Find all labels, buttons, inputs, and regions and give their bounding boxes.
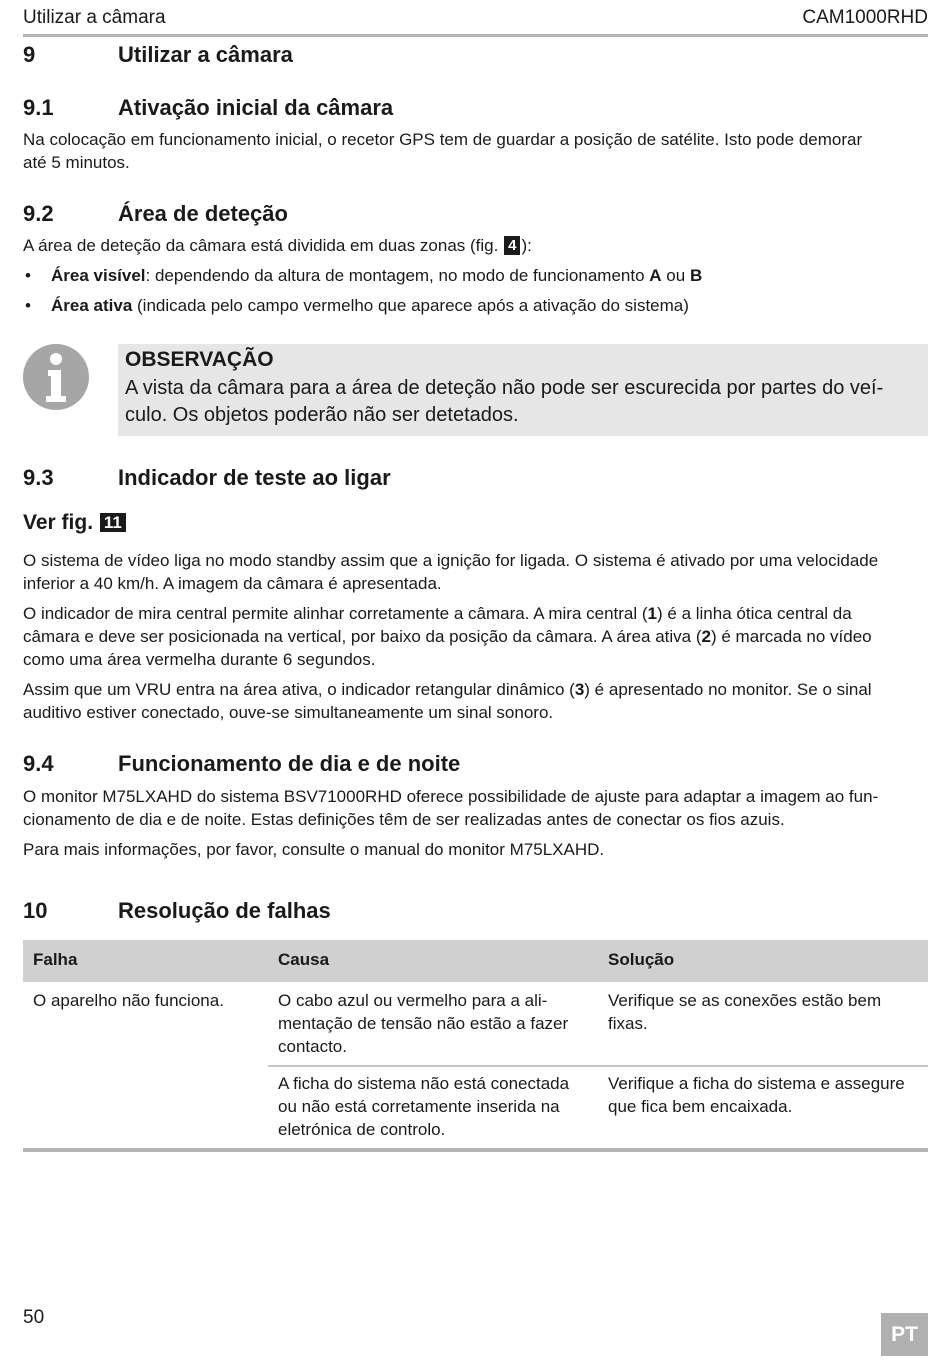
bullet-dot: • xyxy=(25,296,31,315)
paragraph-9-2-intro xyxy=(23,234,928,257)
section-number: 9 xyxy=(23,42,36,67)
table-header-row xyxy=(23,940,928,982)
text-line: Verifique se as conexões estão bem xyxy=(608,991,882,1010)
text: A área de deteção da câmara está dividida em duas zonas (fig. xyxy=(23,236,499,255)
text-line: A ficha do sistema não está conectada xyxy=(278,1074,570,1093)
section-number: 9.2 xyxy=(23,201,54,226)
text: ) é marcada no vídeo xyxy=(710,627,872,646)
section-title: Resolução de falhas xyxy=(118,898,331,923)
mode-a: A xyxy=(649,266,662,285)
text-line: mentação de tensão não estão a fazer xyxy=(278,1014,569,1033)
text-line: culo. Os objetos poderão não ser detetados. xyxy=(125,404,519,426)
text: O indicador de mira central permite alinhar corretamente a câmara. A mira central ( xyxy=(23,604,648,623)
column-header-causa: Causa xyxy=(278,950,330,969)
text-line: como uma área vermelha durante 6 segundos. xyxy=(23,650,376,669)
section-number: 10 xyxy=(23,898,48,923)
text: Assim que um VRU entra na área ativa, o indicador retangular dinâmico ( xyxy=(23,680,575,699)
text-line: Verifique a ficha do sistema e assegure xyxy=(608,1074,905,1093)
section-number: 9.1 xyxy=(23,95,54,120)
text-line xyxy=(23,678,928,701)
paragraph-9-4-2 xyxy=(23,838,928,861)
figure-reference: 4 xyxy=(504,236,520,255)
section-title: Área de deteção xyxy=(118,201,288,226)
mode-b: B xyxy=(689,266,703,285)
text-line: ou não está corretamente inserida na xyxy=(278,1097,560,1116)
paragraph-9-3-3 xyxy=(23,678,928,724)
paragraph-9-3-1 xyxy=(23,549,928,595)
text-line: O sistema de vídeo liga no modo standby assim que a ignição for ligada. O sistema é ativado por uma velocidade xyxy=(23,551,879,570)
bullet-dot: • xyxy=(25,266,31,285)
info-icon xyxy=(23,344,89,410)
cell-causa-1 xyxy=(278,989,598,1058)
text: : dependendo da altura de montagem, no modo de funcionamento xyxy=(145,266,645,285)
column-header-falha: Falha xyxy=(33,950,78,969)
paragraph-9-3-2 xyxy=(23,602,928,671)
text: (indicada pelo campo vermelho que aparece após a ativação do sistema) xyxy=(137,296,689,315)
section-title: Utilizar a câmara xyxy=(118,42,293,67)
section-title: Ativação inicial da câmara xyxy=(118,95,394,120)
text: Ver fig. xyxy=(23,511,94,534)
text-line xyxy=(23,602,928,625)
paragraph-9-1 xyxy=(23,128,928,174)
text-line xyxy=(23,625,928,648)
cell-falha: O aparelho não funciona. xyxy=(33,991,224,1010)
text-line: fixas. xyxy=(608,1014,648,1033)
bold-term: Área visível xyxy=(51,266,146,285)
see-figure-heading xyxy=(23,511,127,535)
note-box xyxy=(118,344,928,436)
header-product-code: CAM1000RHD xyxy=(802,7,928,28)
bold-term: Área ativa xyxy=(51,296,133,315)
paragraph-9-4-1 xyxy=(23,785,928,831)
figure-reference: 11 xyxy=(100,513,126,532)
text-line: até 5 minutos. xyxy=(23,153,130,172)
item-number: 2 xyxy=(701,627,711,646)
item-number: 1 xyxy=(647,604,658,623)
text: ou xyxy=(666,266,686,285)
table-bottom-rule xyxy=(23,1148,928,1152)
text-line: que fica bem encaixada. xyxy=(608,1097,793,1116)
note-body xyxy=(125,375,920,429)
running-header xyxy=(23,6,928,37)
page-number: 50 xyxy=(23,1307,45,1328)
section-number: 9.4 xyxy=(23,751,54,776)
cell-causa-2 xyxy=(278,1072,598,1141)
section-number: 9.3 xyxy=(23,465,54,490)
section-title: Funcionamento de dia e de noite xyxy=(118,751,461,776)
item-number: 3 xyxy=(574,680,585,699)
cell-solucao-2 xyxy=(608,1072,928,1118)
language-tab: PT xyxy=(881,1313,928,1356)
note-title: OBSERVAÇÃO xyxy=(125,348,274,371)
text-line: A vista da câmara para a área de deteção não pode ser escurecida por partes do veí- xyxy=(125,377,884,399)
text-line: Para mais informações, por favor, consulte o manual do monitor M75LXAHD. xyxy=(23,840,605,859)
text: ) é apresentado no monitor. Se o sinal xyxy=(584,680,872,699)
section-title: Indicador de teste ao ligar xyxy=(118,465,391,490)
text-line: inferior a 40 km/h. A imagem da câmara é apresentada. xyxy=(23,574,442,593)
text-line: contacto. xyxy=(278,1037,347,1056)
cell-solucao-1 xyxy=(608,989,928,1035)
column-header-solucao: Solução xyxy=(608,950,675,969)
header-section-title: Utilizar a câmara xyxy=(23,7,166,28)
text-line: Na colocação em funcionamento inicial, o recetor GPS tem de guardar a posição de satélite. Isto pode demorar xyxy=(23,130,863,149)
text-line: eletrónica de controlo. xyxy=(278,1120,446,1139)
text: ) é a linha ótica central da xyxy=(657,604,852,623)
text-line: auditivo estiver conectado, ouve-se simultaneamente um sinal sonoro. xyxy=(23,703,554,722)
bullet-text xyxy=(51,294,689,317)
text-line: O cabo azul ou vermelho para a ali- xyxy=(278,991,548,1010)
text-line: O monitor M75LXAHD do sistema BSV71000RHD oferece possibilidade de ajuste para adaptar a imagem ao fun- xyxy=(23,787,879,806)
text: ): xyxy=(521,236,532,255)
row-divider xyxy=(268,1065,928,1067)
text: câmara e deve ser posicionada na vertical, por baixo da posição da câmara. A área ativa ( xyxy=(23,627,702,646)
bullet-text xyxy=(51,264,702,287)
text-line: cionamento de dia e de noite. Estas definições têm de ser realizadas antes de conectar os fios azuis. xyxy=(23,810,785,829)
